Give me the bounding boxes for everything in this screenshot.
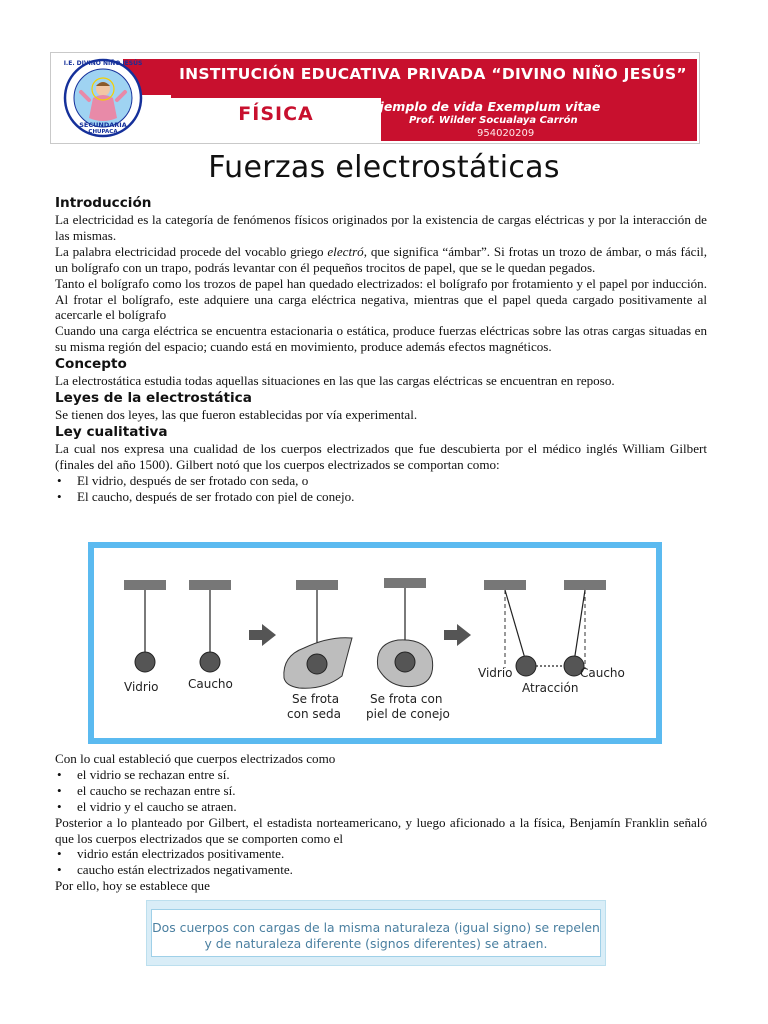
intro-paragraph-1: La electricidad es la categoría de fenómenos físicos originados por la existencia de cargas eléctricas y por la interacción de las mismas.	[55, 212, 707, 243]
list-item: • El caucho, después de ser frotado con piel de conejo.	[55, 489, 707, 505]
label-vidrio-2: Vidrio	[478, 666, 513, 680]
rubbed-ball	[307, 654, 327, 674]
label-conejo-1: Se frota con	[370, 692, 443, 706]
intro-p2-end: , que significa “ámbar”. Si frotas un trozo de ámbar, o más fácil, un bolígrafo con un trapo, podrás levantar con él pequeños trocitos de papel, que se le quedan pegados.	[55, 243, 707, 275]
qualitative-law-paragraph: La cual nos expresa una cualidad de los cuerpos electrizados que fue descubierta por el médico inglés William Gilbert (finales del año 1500). Gilbert notó que los cuerpos electrizados se comportan como:	[55, 440, 707, 472]
label-seda-2: con seda	[287, 707, 341, 721]
professor-name: Prof. Wilder Socualaya Carrón	[409, 115, 578, 126]
label-atraccion: Atracción	[522, 681, 579, 695]
final-paragraph: Por ello, hoy se establece que	[55, 878, 210, 894]
support-bar	[189, 580, 231, 590]
caucho-ball	[200, 652, 220, 672]
support-bar	[124, 580, 166, 590]
document-body	[55, 194, 707, 505]
gilbert-conclusion: Con lo cual estableció que cuerpos electrizados como	[55, 751, 336, 766]
laws-heading: Leyes de la electrostática	[55, 390, 252, 407]
intro-paragraph-3: Tanto el bolígrafo como los trozos de papel han quedado electrizados: el bolígrafo por frotamiento y el papel por inducción. Al frotar el bolígrafo, este adquiere una carga eléctrica negativa, mientras que el papel queda cargado positivamente al acercarle el bolígrafo	[55, 275, 707, 323]
logo-city-text: CHUPACA	[88, 129, 118, 135]
school-name: INSTITUCIÓN EDUCATIVA PRIVADA “DIVINO NIÑO JESÚS”	[179, 65, 687, 83]
string	[574, 590, 585, 662]
list-item: • El vidrio, después de ser frotado con seda, o	[55, 473, 707, 489]
support-bar	[296, 580, 338, 590]
laws-paragraph: Se tienen dos leyes, las que fueron establecidas por vía experimental.	[55, 407, 418, 423]
intro-paragraph-4: Cuando una carga eléctrica se encuentra estacionaria o estática, produce fuerzas eléctricas sobre las otras cargas situadas en su misma región del espacio; cuando está en movimiento, produce además efectos magnéticos.	[55, 323, 707, 355]
label-vidrio: Vidrio	[124, 680, 159, 694]
header-banner	[50, 52, 700, 144]
list-item: • caucho están electrizados negativamente.	[55, 862, 707, 878]
intro-p2-greek-word: electró	[327, 243, 364, 259]
string	[505, 590, 526, 662]
support-bar	[384, 578, 426, 588]
label-caucho-2: Caucho	[580, 666, 625, 680]
franklin-list	[55, 846, 707, 878]
label-conejo-2: piel de conejo	[366, 707, 450, 721]
school-logo	[63, 58, 143, 138]
concept-heading: Concepto	[55, 356, 127, 373]
support-bar	[564, 580, 606, 590]
subject-name: FÍSICA	[238, 103, 314, 125]
rubbed-ball	[395, 652, 415, 672]
logo-top-text: I.E. DIVINO NIÑO JESÚS	[63, 60, 143, 67]
list-item: • vidrio están electrizados positivamente.	[55, 846, 707, 862]
list-item: • el caucho se rechazan entre sí.	[55, 783, 707, 799]
franklin-paragraph: Posterior a lo planteado por Gilbert, el estadista norteamericano, y luego aficionado a la física, Benjamín Franklin señaló que los cuerpos electrizados que se comporten como el	[55, 814, 707, 846]
intro-heading: Introducción	[55, 195, 152, 211]
arrow-icon	[249, 624, 276, 646]
logo-bottom-text: SECUNDARIA	[79, 121, 127, 129]
label-seda-1: Se frota	[292, 692, 340, 706]
conclusion-text	[0, 920, 752, 952]
support-bar	[484, 580, 526, 590]
conclusion-line-1: Dos cuerpos con cargas de la misma naturaleza (igual signo) se repelen	[152, 920, 600, 935]
intro-p2-start: La palabra electricidad procede del vocablo griego	[55, 243, 328, 259]
pendulum-figure	[88, 542, 662, 744]
vidrio-ball	[135, 652, 155, 672]
document-body-lower	[55, 751, 707, 894]
list-item: • el vidrio se rechazan entre sí.	[55, 767, 707, 783]
phone-number: 954020209	[477, 128, 535, 139]
arrow-icon	[444, 624, 471, 646]
school-motto: Ejemplo de vida Exemplum vitae	[371, 99, 601, 114]
vidrio-ball	[516, 656, 536, 676]
page-title: Fuerzas electrostáticas	[208, 150, 560, 185]
gilbert-list	[55, 767, 707, 815]
label-caucho: Caucho	[188, 677, 233, 691]
qualitative-law-heading: Ley cualitativa	[55, 423, 168, 440]
intro-paragraph-2	[55, 244, 707, 276]
qualitative-law-list	[55, 473, 707, 505]
pendulum-diagram	[94, 548, 656, 738]
list-item: • el vidrio y el caucho se atraen.	[55, 799, 707, 815]
conclusion-line-2: y de naturaleza diferente (signos diferentes) se atraen.	[204, 936, 548, 951]
concept-paragraph: La electrostática estudia todas aquellas situaciones en las que las cargas eléctricas se encuentran en reposo.	[55, 373, 615, 389]
